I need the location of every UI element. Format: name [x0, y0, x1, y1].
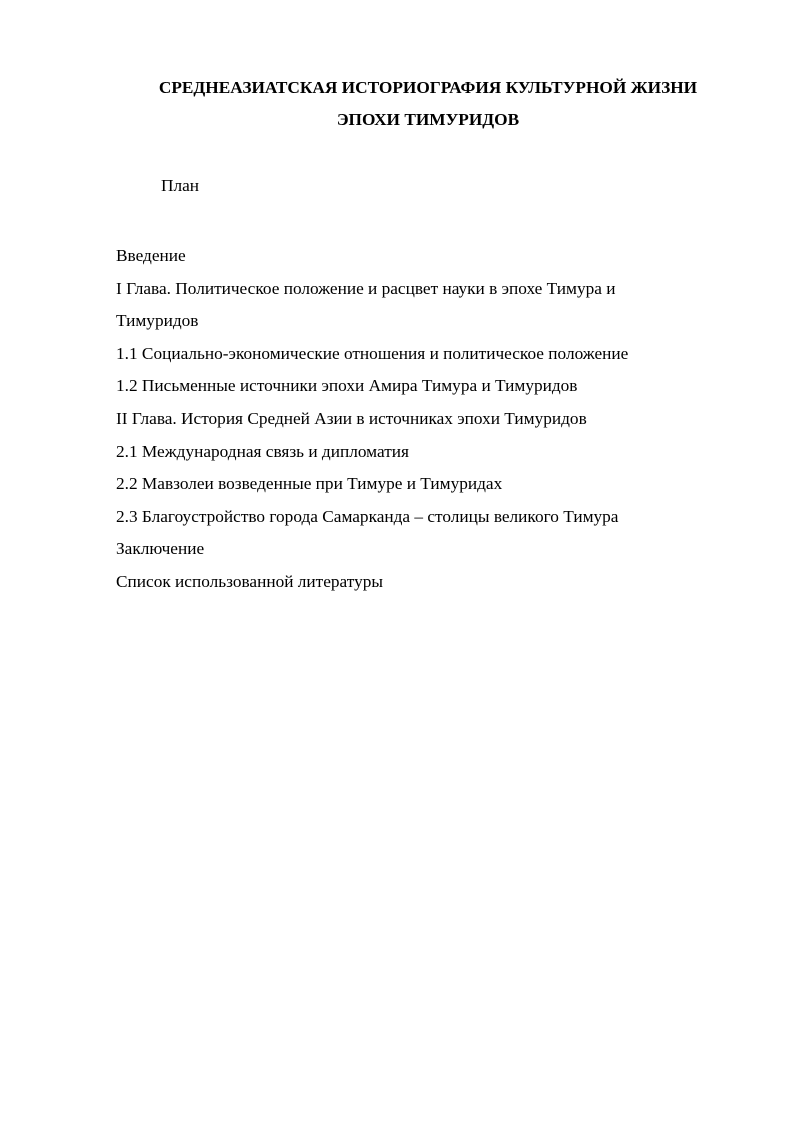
toc-line-chapter-1: I Глава. Политическое положение и расцвет науки в эпохе Тимура и — [116, 278, 616, 298]
document-title-line-2: ЭПОХИ ТИМУРИДОВ — [336, 110, 520, 129]
plan-heading: План — [161, 176, 200, 195]
toc-line-section-1-2: 1.2 Письменные источники эпохи Амира Тимура и Тимуридов — [116, 376, 578, 396]
toc-line-chapter-2: II Глава. История Средней Азии в источниках эпохи Тимуридов — [116, 408, 587, 428]
toc-line-section-2-3: 2.3 Благоустройство города Самарканда – столицы великого Тимура — [116, 506, 619, 526]
toc-line-section-1-1: 1.1 Социально-экономические отношения и политическое положение — [116, 343, 629, 363]
toc-line-section-2-1: 2.1 Международная связь и дипломатия — [116, 441, 409, 461]
toc-line-section-2-2: 2.2 Мавзолеи возведенные при Тимуре и Тимуридах — [116, 474, 503, 494]
toc-line-conclusion: Заключение — [116, 539, 205, 559]
document-title-line-1: СРЕДНЕАЗИАТСКАЯ ИСТОРИОГРАФИЯ КУЛЬТУРНОЙ ЖИЗНИ — [158, 78, 698, 97]
table-of-contents — [116, 240, 736, 599]
toc-line-chapter-1-continued: Тимуридов — [116, 311, 199, 331]
toc-line-introduction: Введение — [116, 246, 186, 265]
toc-line-references: Список использованной литературы — [116, 571, 383, 591]
